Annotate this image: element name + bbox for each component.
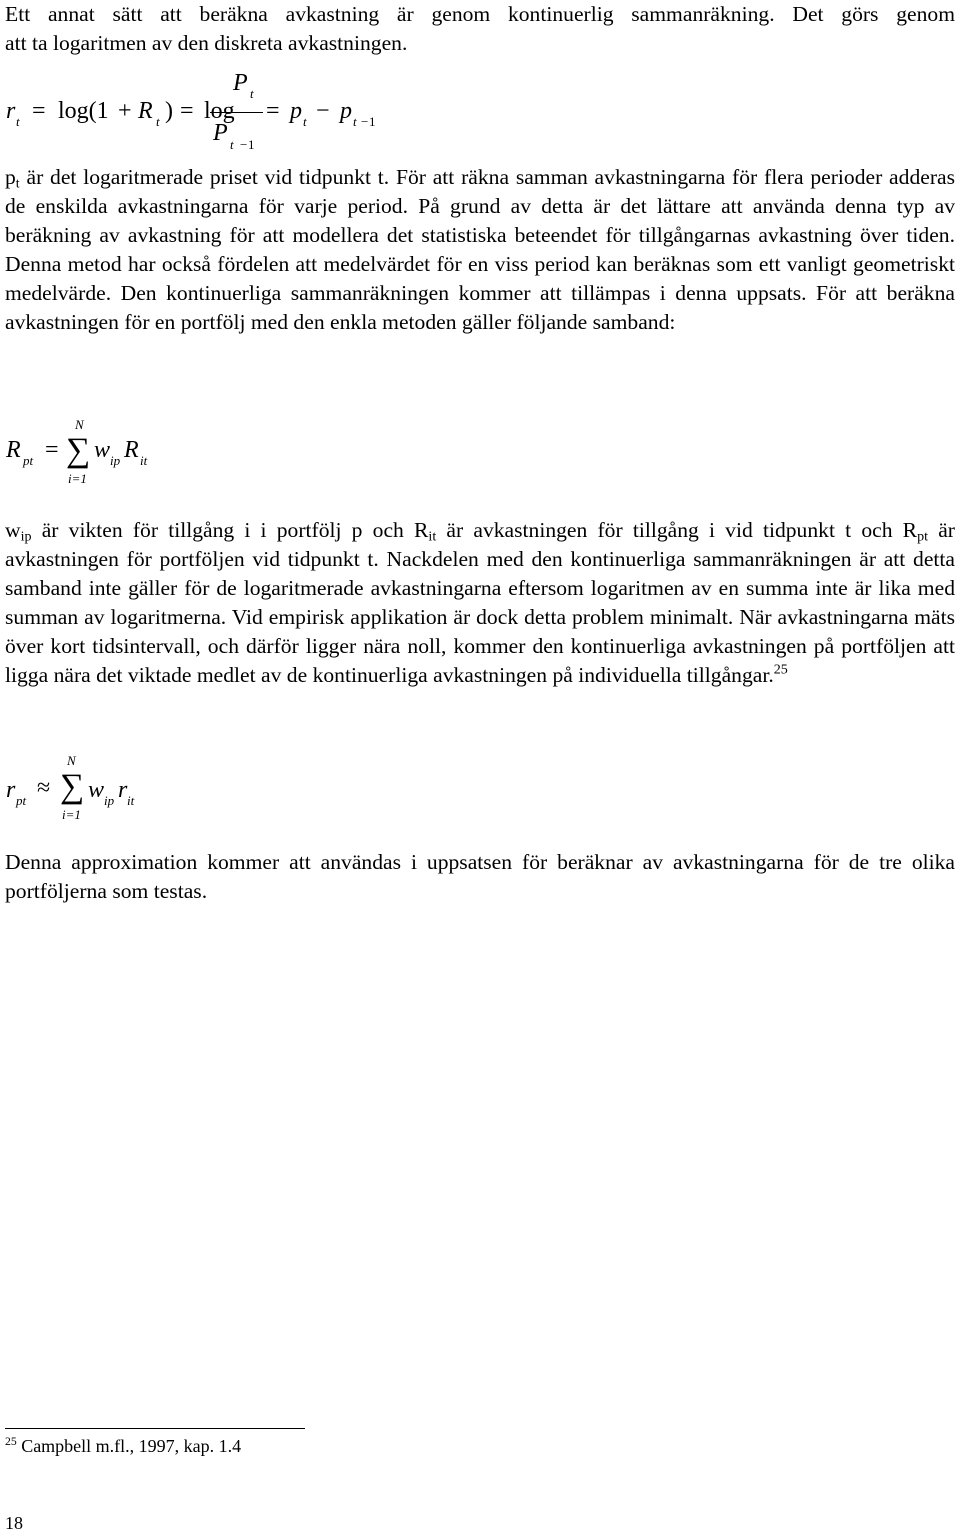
paragraph-4: Denna approximation kommer att användas i uppsatsen för beräknar av avkastningarna för de tre olika portföljerna som testas. bbox=[5, 850, 955, 903]
footnote: $^{25}$ Campbell m.fl., 1997, kap. 1.4 bbox=[5, 1434, 242, 1456]
page-number: 18 bbox=[5, 1513, 23, 1533]
fraction-bar bbox=[210, 112, 263, 113]
paragraph-1-line-1: Ett annat sätt att beräkna avkastning är genom kontinuerlig sammanräkning. Det görs genom bbox=[5, 2, 955, 26]
log-return-formula: r t = log(1 + R t ) = log P t P t − 1 = p t − p t − 1 bbox=[6, 70, 376, 152]
footnote-divider bbox=[5, 1428, 305, 1429]
footnote-reference: 25 bbox=[773, 661, 788, 678]
approximation-formula: r pt ≈ N ∑ i=1 w ip r it bbox=[6, 753, 135, 822]
portfolio-return-formula: R pt = N ∑ i=1 w ip R it bbox=[6, 417, 148, 486]
paragraph-1-line-2: att ta logaritmen av den diskreta avkastningen. bbox=[5, 31, 408, 55]
paragraph-3: $w_{ip}$ är vikten för tillgång i i portfölj p och $R_{it}$ är avkastningen för tillgång i vid tidpunkt t och $R_{pt}$ är avkastningen för portföljen vid tidpunkt t. Nackdelen med den kontinuerliga sammanräkningen är att detta samband inte gäller för de logaritmerade avkastningarna eftersom logaritmen av en summa inte är lika med summan av logaritmerna. Vid empirisk applikation är dock detta problem minimalt. När avkastningarna mäts över kort tidsintervall, och därför ligger nära noll, kommer den kontinuerliga avkastningen på portföljen att ligga nära det viktade medlet av de kontinuerliga avkastningen på individuella tillgångar.$^{25}$ bbox=[5, 518, 955, 687]
paragraph-2: $p_t$ är det logaritmerade priset vid tidpunkt t. För att räkna samman avkastningarna för flera perioder adderas de enskilda avkastningarna för varje period. På grund av detta är det lättare att använda denna typ av beräkning av avkastning för att modellera det statistiska beteendet för tillgångarnas avkastning över tiden. Denna metod har också fördelen att medelvärdet för en viss period kan beräknas som ett vanligt geometriskt medelvärde. Den kontinuerliga sammanräkningen kommer att tillämpas i denna uppsats. För att beräkna avkastningen för en portfölj med den enkla metoden gäller följande samband: bbox=[5, 165, 955, 334]
